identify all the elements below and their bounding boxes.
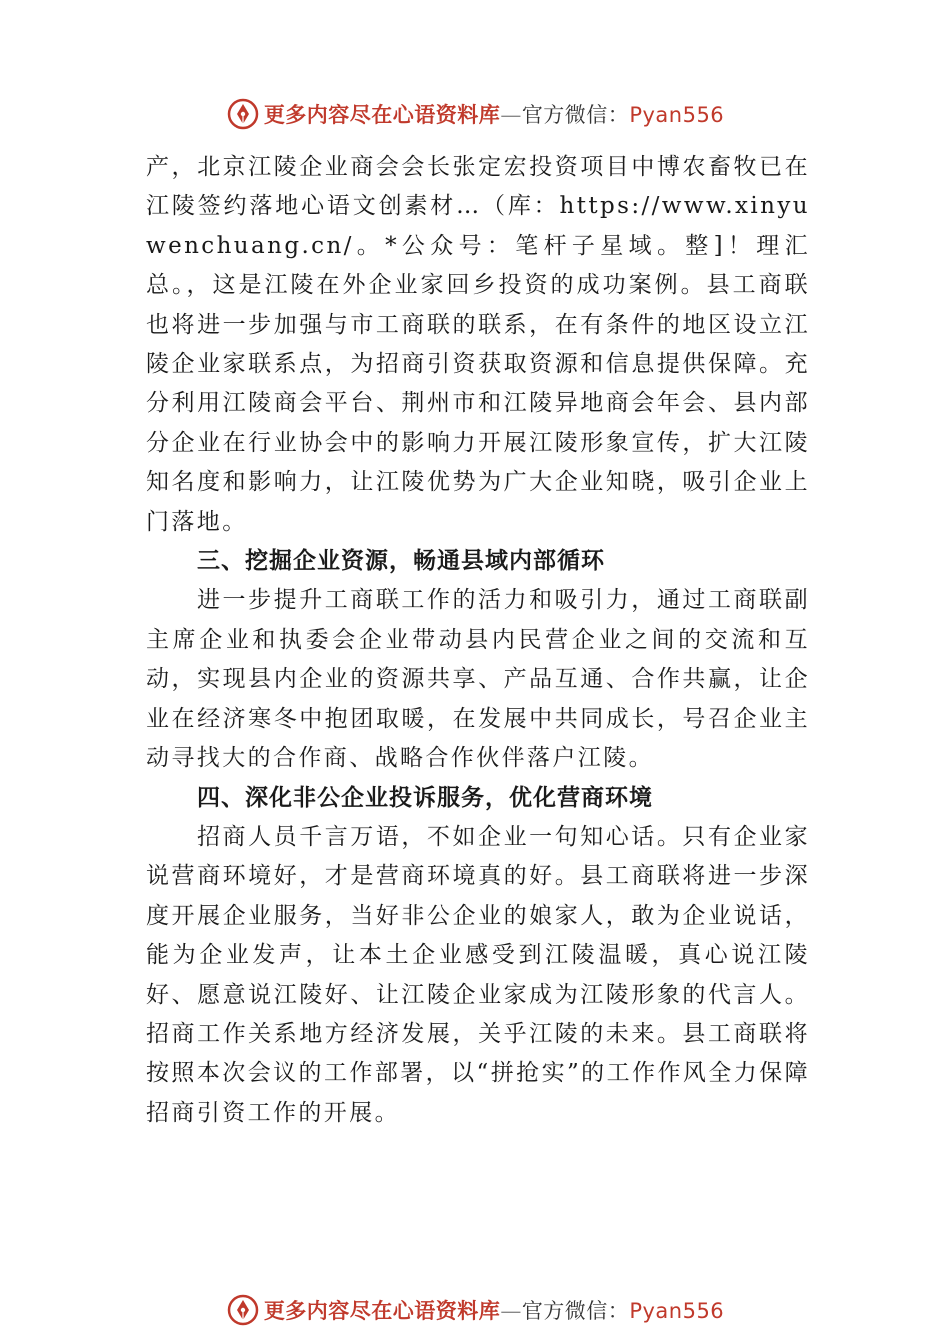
section-heading-3: 三、挖掘企业资源，畅通县域内部循环 (197, 548, 605, 575)
paragraph-1: 产，北京江陵企业商会会长张定宏投资项目中博农畜牧已在江陵签约落地心语文创素材…（库：https://www.xinyuwenchuang.cn/。*公众号：笔杆子星域。整]！理汇总。，这是江陵在外企业家回乡投资的成功案例。县工商联也将进一步加强与市工商联的联系，在有条件的地区设立江陵企业家联系点，为招商引资获取资源和信息提供保障。充分利用江陵商会平台、荆州市和江陵异地商会年会、县内部分企业在行业协会中的影响力开展江陵形象宣传，扩大江陵知名度和影响力，让江陵优势为广大企业知晓，吸引企业上门落地。 (146, 154, 810, 535)
paragraph-2: 进一步提升工商联工作的活力和吸引力，通过工商联副主席企业和执委会企业带动县内民营企业之间的交流和互动，实现县内企业的资源共享、产品互通、合作共赢，让企业在经济寒冬中抱团取暖，在发展中共同成长，号召企业主动寻找大的合作商、战略合作伙伴落户江陵。 (146, 587, 810, 772)
footer-banner (0, 1288, 950, 1332)
banner-separator: — (500, 103, 522, 127)
pen-nib-logo-icon (226, 97, 260, 131)
banner-brand: 更多内容尽在心语资料库 (263, 102, 501, 127)
banner-text (264, 1295, 724, 1325)
banner-text (264, 99, 724, 129)
banner-wechat-id: Pyan556 (629, 103, 725, 127)
banner-brand: 更多内容尽在心语资料库 (263, 1298, 501, 1323)
section-heading-4: 四、深化非公企业投诉服务，优化营商环境 (197, 784, 653, 811)
banner-wechat-label: 官方微信： (521, 1299, 630, 1323)
banner-wechat-label: 官方微信： (521, 103, 630, 127)
pen-nib-logo-icon (226, 1293, 260, 1327)
paragraph-3: 招商人员千言万语，不如企业一句知心话。只有企业家说营商环境好，才是营商环境真的好。县工商联将进一步深度开展企业服务，当好非公企业的娘家人，敢为企业说话，能为企业发声，让本土企业感受到江陵温暖，真心说江陵好、愿意说江陵好、让江陵企业家成为江陵形象的代言人。招商工作关系地方经济发展，关乎江陵的未来。县工商联将按照本次会议的工作部署，以“拼抢实”的工作作风全力保障招商引资工作的开展。 (146, 823, 810, 1126)
header-banner (0, 92, 950, 136)
banner-separator: — (500, 1299, 522, 1323)
document-body (146, 148, 810, 1133)
banner-wechat-id: Pyan556 (629, 1299, 725, 1323)
